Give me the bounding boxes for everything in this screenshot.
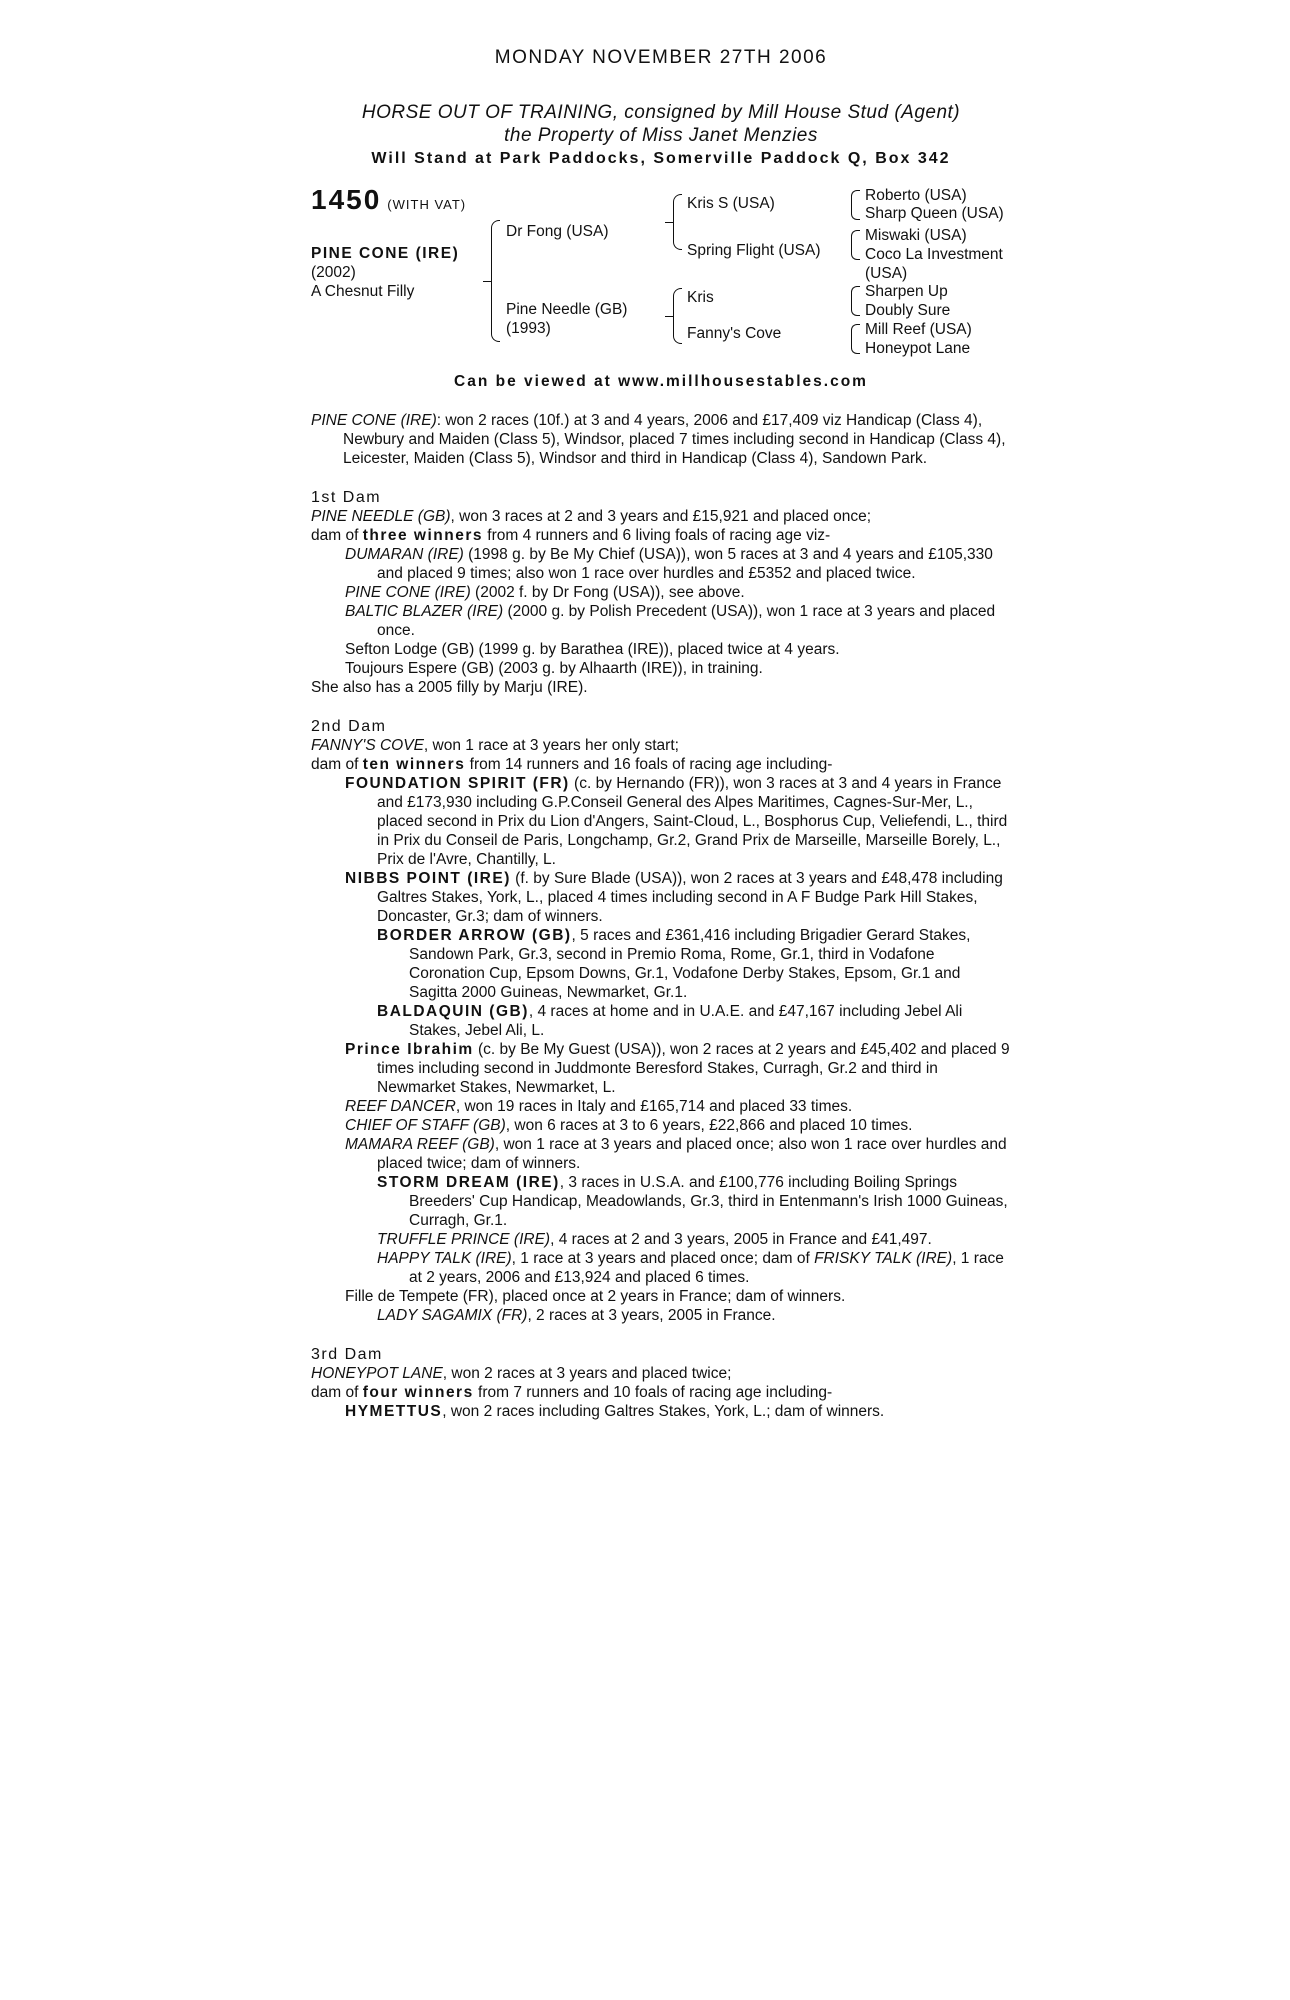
text-span: HAPPY TALK (IRE) xyxy=(377,1250,512,1267)
third-dam-section xyxy=(311,1345,1011,1421)
text-span: , 4 races at 2 and 3 years, 2005 in France and £41,497. xyxy=(550,1231,932,1248)
progeny-entry xyxy=(311,1002,1011,1040)
granddam-8: Honeypot Lane xyxy=(865,340,971,357)
text-span: , won 19 races in Italy and £165,714 and placed 33 times. xyxy=(455,1098,853,1115)
progeny-entry xyxy=(311,1249,1011,1287)
viewing-note: Can be viewed at www.millhousestables.com xyxy=(454,373,868,390)
text-line xyxy=(311,1364,1011,1383)
text-span: , won 1 race at 3 years her only start; xyxy=(423,737,679,754)
text-span: (c. by Be My Guest (USA)), won 2 races at 2 years and £45,402 and placed 9 times including second in Juddmonte Beresford Stakes, Curragh, Gr.2 and third in Newmarket Stakes, Newmarket, L. xyxy=(377,1041,1010,1096)
pedigree-table xyxy=(311,184,1011,370)
text-span: three winners xyxy=(362,527,483,544)
text-span: BORDER ARROW (GB) xyxy=(377,927,572,944)
text-span: Prince Ibrahim xyxy=(345,1041,474,1058)
granddam-4-country: (USA) xyxy=(865,265,908,282)
text-span: from 7 runners and 10 foals of racing age including- xyxy=(473,1384,833,1401)
second-dam-section xyxy=(311,717,1011,1325)
g-brace-4 xyxy=(851,324,860,354)
progeny-entry xyxy=(311,1040,1011,1097)
progeny-entry xyxy=(311,1097,1011,1116)
progeny-entry xyxy=(311,1173,1011,1230)
dam-year: (1993) xyxy=(506,320,551,337)
progeny-entry xyxy=(311,602,1011,640)
g-brace-2 xyxy=(851,230,860,260)
progeny-entry xyxy=(311,1116,1011,1135)
lot-number: 1450 (WITH VAT) xyxy=(311,184,467,215)
text-line xyxy=(311,507,1011,526)
progeny-entry xyxy=(311,583,1011,602)
g-brace-1 xyxy=(851,190,860,220)
text-span: STORM DREAM (IRE) xyxy=(377,1174,560,1191)
dam-sire: Kris xyxy=(687,289,714,306)
progeny-entry xyxy=(311,1230,1011,1249)
text-span: HONEYPOT LANE xyxy=(311,1365,443,1382)
text-span: (c. by Hernando (FR)), won 3 races at 3 and 4 years in France and £173,930 including G.P.Conseil General des Alpes Maritimes, Cagnes-Sur-Mer, L., placed second in Prix du Lion d'Angers, Saint-Cloud, L., Bosphorus Cup, Veliefendi, L., third in Prix du Conseil de Paris, Longchamp, Gr.2, Grand Prix de Marseille, Marseille Borely, L., Prix de l'Avre, Chantilly, L. xyxy=(377,775,1008,868)
text-span: BALTIC BLAZER (IRE) xyxy=(345,603,504,620)
pedigree-brace xyxy=(491,220,500,342)
text-span: (1998 g. by Be My Chief (USA)), won 5 races at 3 and 4 years and £105,330 and placed 9 times; also won 1 race over hurdles and £5352 and placed twice. xyxy=(377,546,993,582)
text-span: PINE CONE (IRE) xyxy=(311,412,437,429)
text-span: four winners xyxy=(362,1384,474,1401)
granddam-3: Miswaki (USA) xyxy=(865,227,967,244)
dam: Pine Needle (GB) xyxy=(506,301,628,318)
text-span: FOUNDATION SPIRIT (FR) xyxy=(345,775,570,792)
sire-dam: Spring Flight (USA) xyxy=(687,242,821,259)
horse-name: PINE CONE (IRE) xyxy=(311,245,460,262)
granddam-6: Doubly Sure xyxy=(865,302,951,319)
granddam-1: Roberto (USA) xyxy=(865,187,967,204)
progeny-entry xyxy=(311,774,1011,869)
text-span: TRUFFLE PRINCE (IRE) xyxy=(377,1231,551,1248)
progeny-entry xyxy=(311,1306,1011,1325)
text-line xyxy=(311,736,1011,755)
text-span: dam of xyxy=(311,1384,363,1401)
catalogue-page xyxy=(311,48,1011,1421)
dam-brace xyxy=(673,288,682,344)
text-span: from 14 runners and 16 foals of racing age including- xyxy=(465,756,833,773)
sire-sire: Kris S (USA) xyxy=(687,195,775,212)
progeny-entry: Fille de Tempete (FR), placed once at 2 years in France; dam of winners. xyxy=(345,1288,846,1305)
text-span: : won 2 races (10f.) at 3 and 4 years, 2006 and £17,409 viz Handicap (Class 4), Newbury and Maiden (Class 5), Windsor, placed 7 times including second in Handicap (Class 4), Leicester, Maiden (Class 5), Windsor and third in Handicap (Class 4), Sandown Park. xyxy=(343,412,1006,467)
text-span: REEF DANCER xyxy=(345,1098,456,1115)
granddam-7: Mill Reef (USA) xyxy=(865,321,972,338)
text-span: DUMARAN (IRE) xyxy=(345,546,464,563)
text-span: , won 2 races including Galtres Stakes, York, L.; dam of winners. xyxy=(442,1403,885,1420)
text-span: dam of xyxy=(311,527,363,544)
text-span: MAMARA REEF (GB) xyxy=(345,1136,495,1153)
sale-date: MONDAY NOVEMBER 27TH 2006 xyxy=(494,47,828,68)
text-line xyxy=(311,411,1011,468)
first-dam-section xyxy=(311,488,1011,697)
text-span: LADY SAGAMIX (FR) xyxy=(377,1307,528,1324)
sire-brace xyxy=(673,194,682,250)
text-span: , won 3 races at 2 and 3 years and £15,921 and placed once; xyxy=(450,508,872,525)
g-brace-3 xyxy=(851,286,860,316)
lot-title: HORSE OUT OF TRAINING, consigned by Mill House Stud (Agent) xyxy=(361,102,961,123)
text-span: , 4 races at home and in U.A.E. and £47,167 including Jebel Ali Stakes, Jebel Ali, L. xyxy=(409,1003,963,1039)
text-line xyxy=(311,1383,1011,1402)
second-dam-heading: 2nd Dam xyxy=(311,718,387,735)
text-span: BALDAQUIN (GB) xyxy=(377,1003,529,1020)
text-span: , 1 race at 2 years, 2006 and £13,924 and placed 6 times. xyxy=(409,1250,1004,1286)
text-span: HYMETTUS xyxy=(345,1403,443,1420)
text-span: 1450 xyxy=(311,184,382,215)
progeny-entry xyxy=(311,545,1011,583)
text-span: , won 1 race at 3 years and placed once; also won 1 race over hurdles and placed twice; dam of winners. xyxy=(377,1136,1007,1172)
progeny-entry xyxy=(311,869,1011,926)
dam-dam: Fanny's Cove xyxy=(687,325,782,342)
text-span: (2002 f. by Dr Fong (USA)), see above. xyxy=(470,584,745,601)
text-span: , 2 races at 3 years, 2005 in France. xyxy=(527,1307,776,1324)
granddam-4: Coco La Investment xyxy=(865,246,1003,263)
text-span: PINE NEEDLE (GB) xyxy=(311,508,451,525)
first-dam-heading: 1st Dam xyxy=(311,489,382,506)
text-span: , 5 races and £361,416 including Brigadier Gerard Stakes, Sandown Park, Gr.3, second in Premio Roma, Rome, Gr.1, third in Vodafone Coronation Cup, Epsom Downs, Gr.1, Vodafone Derby Stakes, Epsom, Gr.1 and Sagitta 2000 Guineas, Newmarket, Gr.1. xyxy=(409,927,971,1001)
granddam-5: Sharpen Up xyxy=(865,283,948,300)
race-summary xyxy=(311,411,1011,468)
stand-location: Will Stand at Park Paddocks, Somerville Paddock Q, Box 342 xyxy=(371,150,951,167)
third-dam-heading: 3rd Dam xyxy=(311,1346,383,1363)
text-span: FANNY'S COVE xyxy=(311,737,424,754)
granddam-2: Sharp Queen (USA) xyxy=(865,205,1004,222)
text-span: (f. by Sure Blade (USA)), won 2 races at 3 years and £48,478 including Galtres Stakes, York, L., placed 4 times including second in A F Budge Park Hill Stakes, Doncaster, Gr.3; dam of winners. xyxy=(377,870,1003,925)
horse-year: (2002) xyxy=(311,264,356,281)
progeny-entry xyxy=(311,926,1011,1002)
text-span: , won 6 races at 3 to 6 years, £22,866 and placed 10 times. xyxy=(505,1117,913,1134)
text-span: from 4 runners and 6 living foals of racing age viz- xyxy=(482,527,831,544)
text-span: CHIEF OF STAFF (GB) xyxy=(345,1117,506,1134)
progeny-note: She also has a 2005 filly by Marju (IRE). xyxy=(311,679,588,696)
text-span: dam of xyxy=(311,756,363,773)
progeny-entry: Sefton Lodge (GB) (1999 g. by Barathea (IRE)), placed twice at 4 years. xyxy=(345,641,840,658)
text-span: , 3 races in U.S.A. and £100,776 including Boiling Springs Breeders' Cup Handicap, Meadowlands, Gr.3, third in Entenmann's Irish 1000 Guineas, Curragh, Gr.1. xyxy=(409,1174,1008,1229)
text-span: FRISKY TALK (IRE) xyxy=(814,1250,953,1267)
lot-property: the Property of Miss Janet Menzies xyxy=(504,125,818,146)
sire: Dr Fong (USA) xyxy=(506,223,609,240)
text-span: PINE CONE (IRE) xyxy=(345,584,471,601)
progeny-entry xyxy=(311,1402,1011,1421)
horse-description: A Chesnut Filly xyxy=(311,283,415,300)
text-span: , 1 race at 3 years and placed once; dam of xyxy=(511,1250,815,1267)
text-span: (2000 g. by Polish Precedent (USA)), won 1 race at 3 years and placed once. xyxy=(377,603,996,639)
text-line xyxy=(311,755,1011,774)
progeny-entry xyxy=(311,1135,1011,1173)
text-span: , won 2 races at 3 years and placed twice; xyxy=(442,1365,732,1382)
text-span: ten winners xyxy=(362,756,466,773)
text-line xyxy=(311,526,1011,545)
progeny-entry: Toujours Espere (GB) (2003 g. by Alhaarth (IRE)), in training. xyxy=(345,660,763,677)
text-span: NIBBS POINT (IRE) xyxy=(345,870,511,887)
